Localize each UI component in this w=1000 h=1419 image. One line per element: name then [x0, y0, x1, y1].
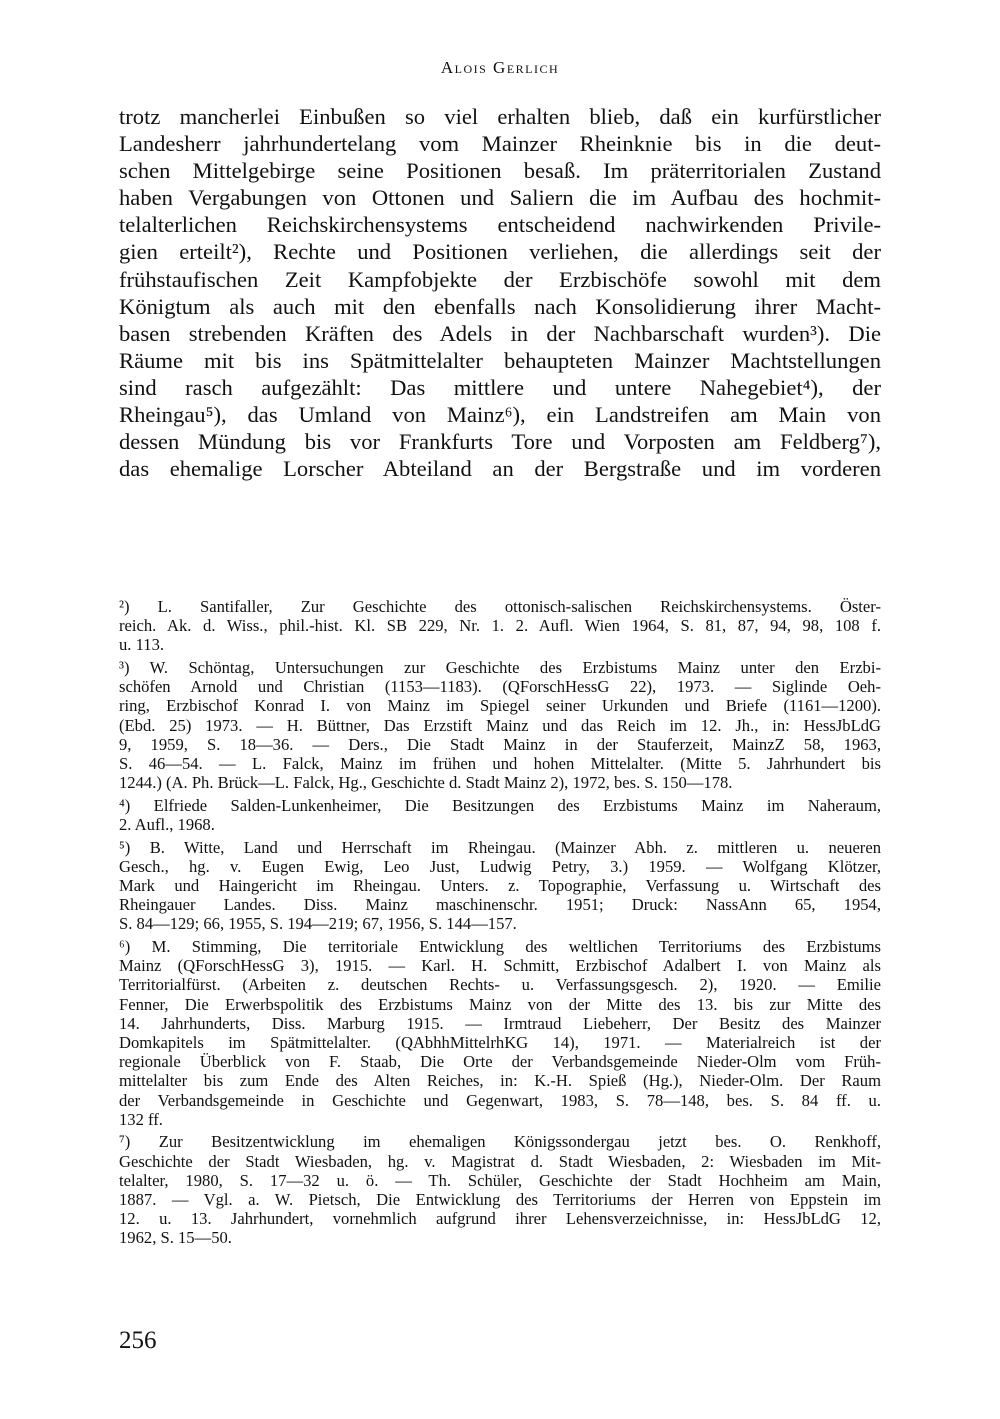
footnote-line: ⁶) M. Stimming, Die territoriale Entwicklung des weltlichen Territoriums des Erzbistums	[119, 937, 881, 957]
footnote-line: ³) W. Schöntag, Untersuchungen zur Geschichte des Erzbistums Mainz unter den Erzbi-	[119, 658, 881, 677]
footnote-line: 132 ff.	[119, 1109, 163, 1129]
footnote-line: 9, 1959, S. 18—36. — Ders., Die Stadt Mainz in der Stauferzeit, MainzZ 58, 1963,	[119, 734, 881, 754]
footnote-line: 14. Jahrhunderts, Diss. Marburg 1915. — Irmtraud Liebeherr, Der Besitz des Mainzer	[119, 1013, 881, 1033]
footnote-line: Gesch., hg. v. Eugen Ewig, Leo Just, Ludwig Petry, 3.) 1959. — Wolfgang Klötzer,	[119, 856, 881, 876]
footnote-line: ⁴) Elfriede Salden-Lunkenheimer, Die Besitzungen des Erzbistums Mainz im Naheraum,	[119, 795, 881, 815]
footnote-line: Geschichte der Stadt Wiesbaden, hg. v. Magistrat d. Stadt Wiesbaden, 2: Wiesbaden im Mit-	[119, 1151, 881, 1171]
body-line: telalterlichen Reichskirchensystems entscheidend nachwirkenden Privile-	[119, 212, 881, 238]
footnote-6	[119, 937, 881, 1129]
footnote-line: mittelalter bis zum Ende des Alten Reiches, in: K.-H. Spieß (Hg.), Nieder-Olm. Der Raum	[119, 1071, 881, 1091]
footnote-line: ⁷) Zur Besitzentwicklung im ehemaligen Königssondergau jetzt bes. O. Renkhoff,	[119, 1132, 881, 1152]
footnote-line: u. 113.	[119, 635, 165, 655]
body-line: frühstaufischen Zeit Kampfobjekte der Erzbischöfe sowohl mit dem	[119, 266, 881, 292]
main-text	[119, 103, 881, 482]
footnote-line: Mark und Haingericht im Rheingau. Unters. z. Topographie, Verfassung u. Wirtschaft des	[119, 876, 881, 896]
footnote-line: S. 84—129; 66, 1955, S. 194—219; 67, 1956, S. 144—157.	[119, 914, 517, 934]
footnote-7	[119, 1132, 881, 1247]
footnote-line: 2. Aufl., 1968.	[119, 815, 215, 835]
body-line: haben Vergabungen von Ottonen und Saliern die im Aufbau des hochmit-	[119, 185, 881, 211]
footnote-line: Domkapitels im Spätmittelalter. (QAbhhMittelrhKG 14), 1971. — Materialreich ist der	[119, 1033, 881, 1053]
page-number: 256	[119, 1327, 157, 1354]
footnote-line: 1244.) (A. Ph. Brück—L. Falck, Hg., Geschichte d. Stadt Mainz 2), 1972, bes. S. 150—178.	[119, 773, 733, 793]
body-line: trotz mancherlei Einbußen so viel erhalten blieb, daß ein kurfürstlicher	[119, 104, 881, 129]
footnote-4	[119, 796, 881, 834]
footnote-line: 12. u. 13. Jahrhundert, vornehmlich aufgrund ihrer Lehensverzeichnisse, in: HessJbLdG 12,	[119, 1209, 881, 1229]
footnote-line: 1962, S. 15—50.	[119, 1228, 232, 1248]
footnote-line: ⁵) B. Witte, Land und Herrschaft im Rheingau. (Mainzer Abh. z. mittleren u. neueren	[119, 837, 881, 857]
footnote-line: telalter, 1980, S. 17—32 u. ö. — Th. Schüler, Geschichte der Stadt Hochheim am Main,	[119, 1170, 881, 1190]
body-line: sind rasch aufgezählt: Das mittlere und untere Nahegebiet⁴), der	[119, 374, 881, 400]
footnote-line: Territorialfürst. (Arbeiten z. deutschen Rechts- u. Verfassungsgesch. 2), 1920. — Emilie	[119, 975, 881, 995]
footnote-line: ²) L. Santifaller, Zur Geschichte des ottonisch-salischen Reichskirchensystems. Öster-	[119, 597, 881, 616]
body-line: Räume mit bis ins Spätmittelalter behaupteten Mainzer Machtstellungen	[119, 347, 881, 373]
footnote-line: schöfen Arnold und Christian (1153—1183). (QForschHessG 22), 1973. — Siglinde Oeh-	[119, 677, 881, 697]
footnote-line: Fenner, Die Erwerbspolitik des Erzbistums Mainz von der Mitte des 13. bis zur Mitte des	[119, 994, 881, 1014]
body-line: das ehemalige Lorscher Abteiland an der Bergstraße und im vorderen	[119, 456, 881, 482]
footnote-line: der Verbandsgemeinde in Geschichte und Gegenwart, 1983, S. 78—148, bes. S. 84 ff. u.	[119, 1090, 881, 1110]
body-line: basen strebenden Kräften des Adels in der Nachbarschaft wurden³). Die	[119, 320, 881, 346]
footnotes	[119, 597, 881, 1251]
body-line: dessen Mündung bis vor Frankfurts Tore und Vorposten am Feldberg⁷),	[119, 429, 881, 455]
footnote-line: reich. Ak. d. Wiss., phil.-hist. Kl. SB 229, Nr. 1. 2. Aufl. Wien 1964, S. 81, 87, 94, 98, 108 f.	[119, 616, 881, 636]
body-line: Königtum als auch mit den ebenfalls nach Konsolidierung ihrer Macht-	[119, 293, 881, 319]
body-line: Landesherr jahrhundertelang vom Mainzer Rheinknie bis in die deut-	[119, 131, 881, 157]
footnote-line: Rheingauer Landes. Diss. Mainz maschinenschr. 1951; Druck: NassAnn 65, 1954,	[119, 895, 881, 915]
footnote-5	[119, 838, 881, 934]
running-head: Alois Gerlich	[440, 58, 560, 77]
body-line: gien erteilt²), Rechte und Positionen verliehen, die allerdings seit der	[119, 239, 881, 265]
body-line: Rheingau⁵), das Umland von Mainz⁶), ein Landstreifen am Main von	[119, 402, 881, 428]
footnote-line: 1887. — Vgl. a. W. Pietsch, Die Entwicklung des Territoriums der Herren von Eppstein im	[119, 1190, 881, 1210]
footnote-line: regionale Überblick von F. Staab, Die Orte der Verbandsgemeinde Nieder-Olm vom Früh-	[119, 1052, 881, 1072]
footnote-3	[119, 658, 881, 792]
footnote-line: (Ebd. 25) 1973. — H. Büttner, Das Erzstift Mainz und das Reich im 12. Jh., in: HessJbLdG	[119, 715, 881, 735]
footnote-line: S. 46—54. — L. Falck, Mainz im frühen und hohen Mittelalter. (Mitte 5. Jahrhundert bis	[119, 754, 881, 774]
footnote-line: Mainz (QForschHessG 3), 1915. — Karl. H. Schmitt, Erzbischof Adalbert I. von Mainz als	[119, 956, 881, 976]
footnote-line: ring, Erzbischof Konrad I. von Mainz im Spiegel seiner Urkunden und Briefe (1161—1200).	[119, 696, 881, 716]
body-line: schen Mittelgebirge seine Positionen besaß. Im präterritorialen Zustand	[119, 158, 881, 184]
footnote-2	[119, 597, 881, 655]
